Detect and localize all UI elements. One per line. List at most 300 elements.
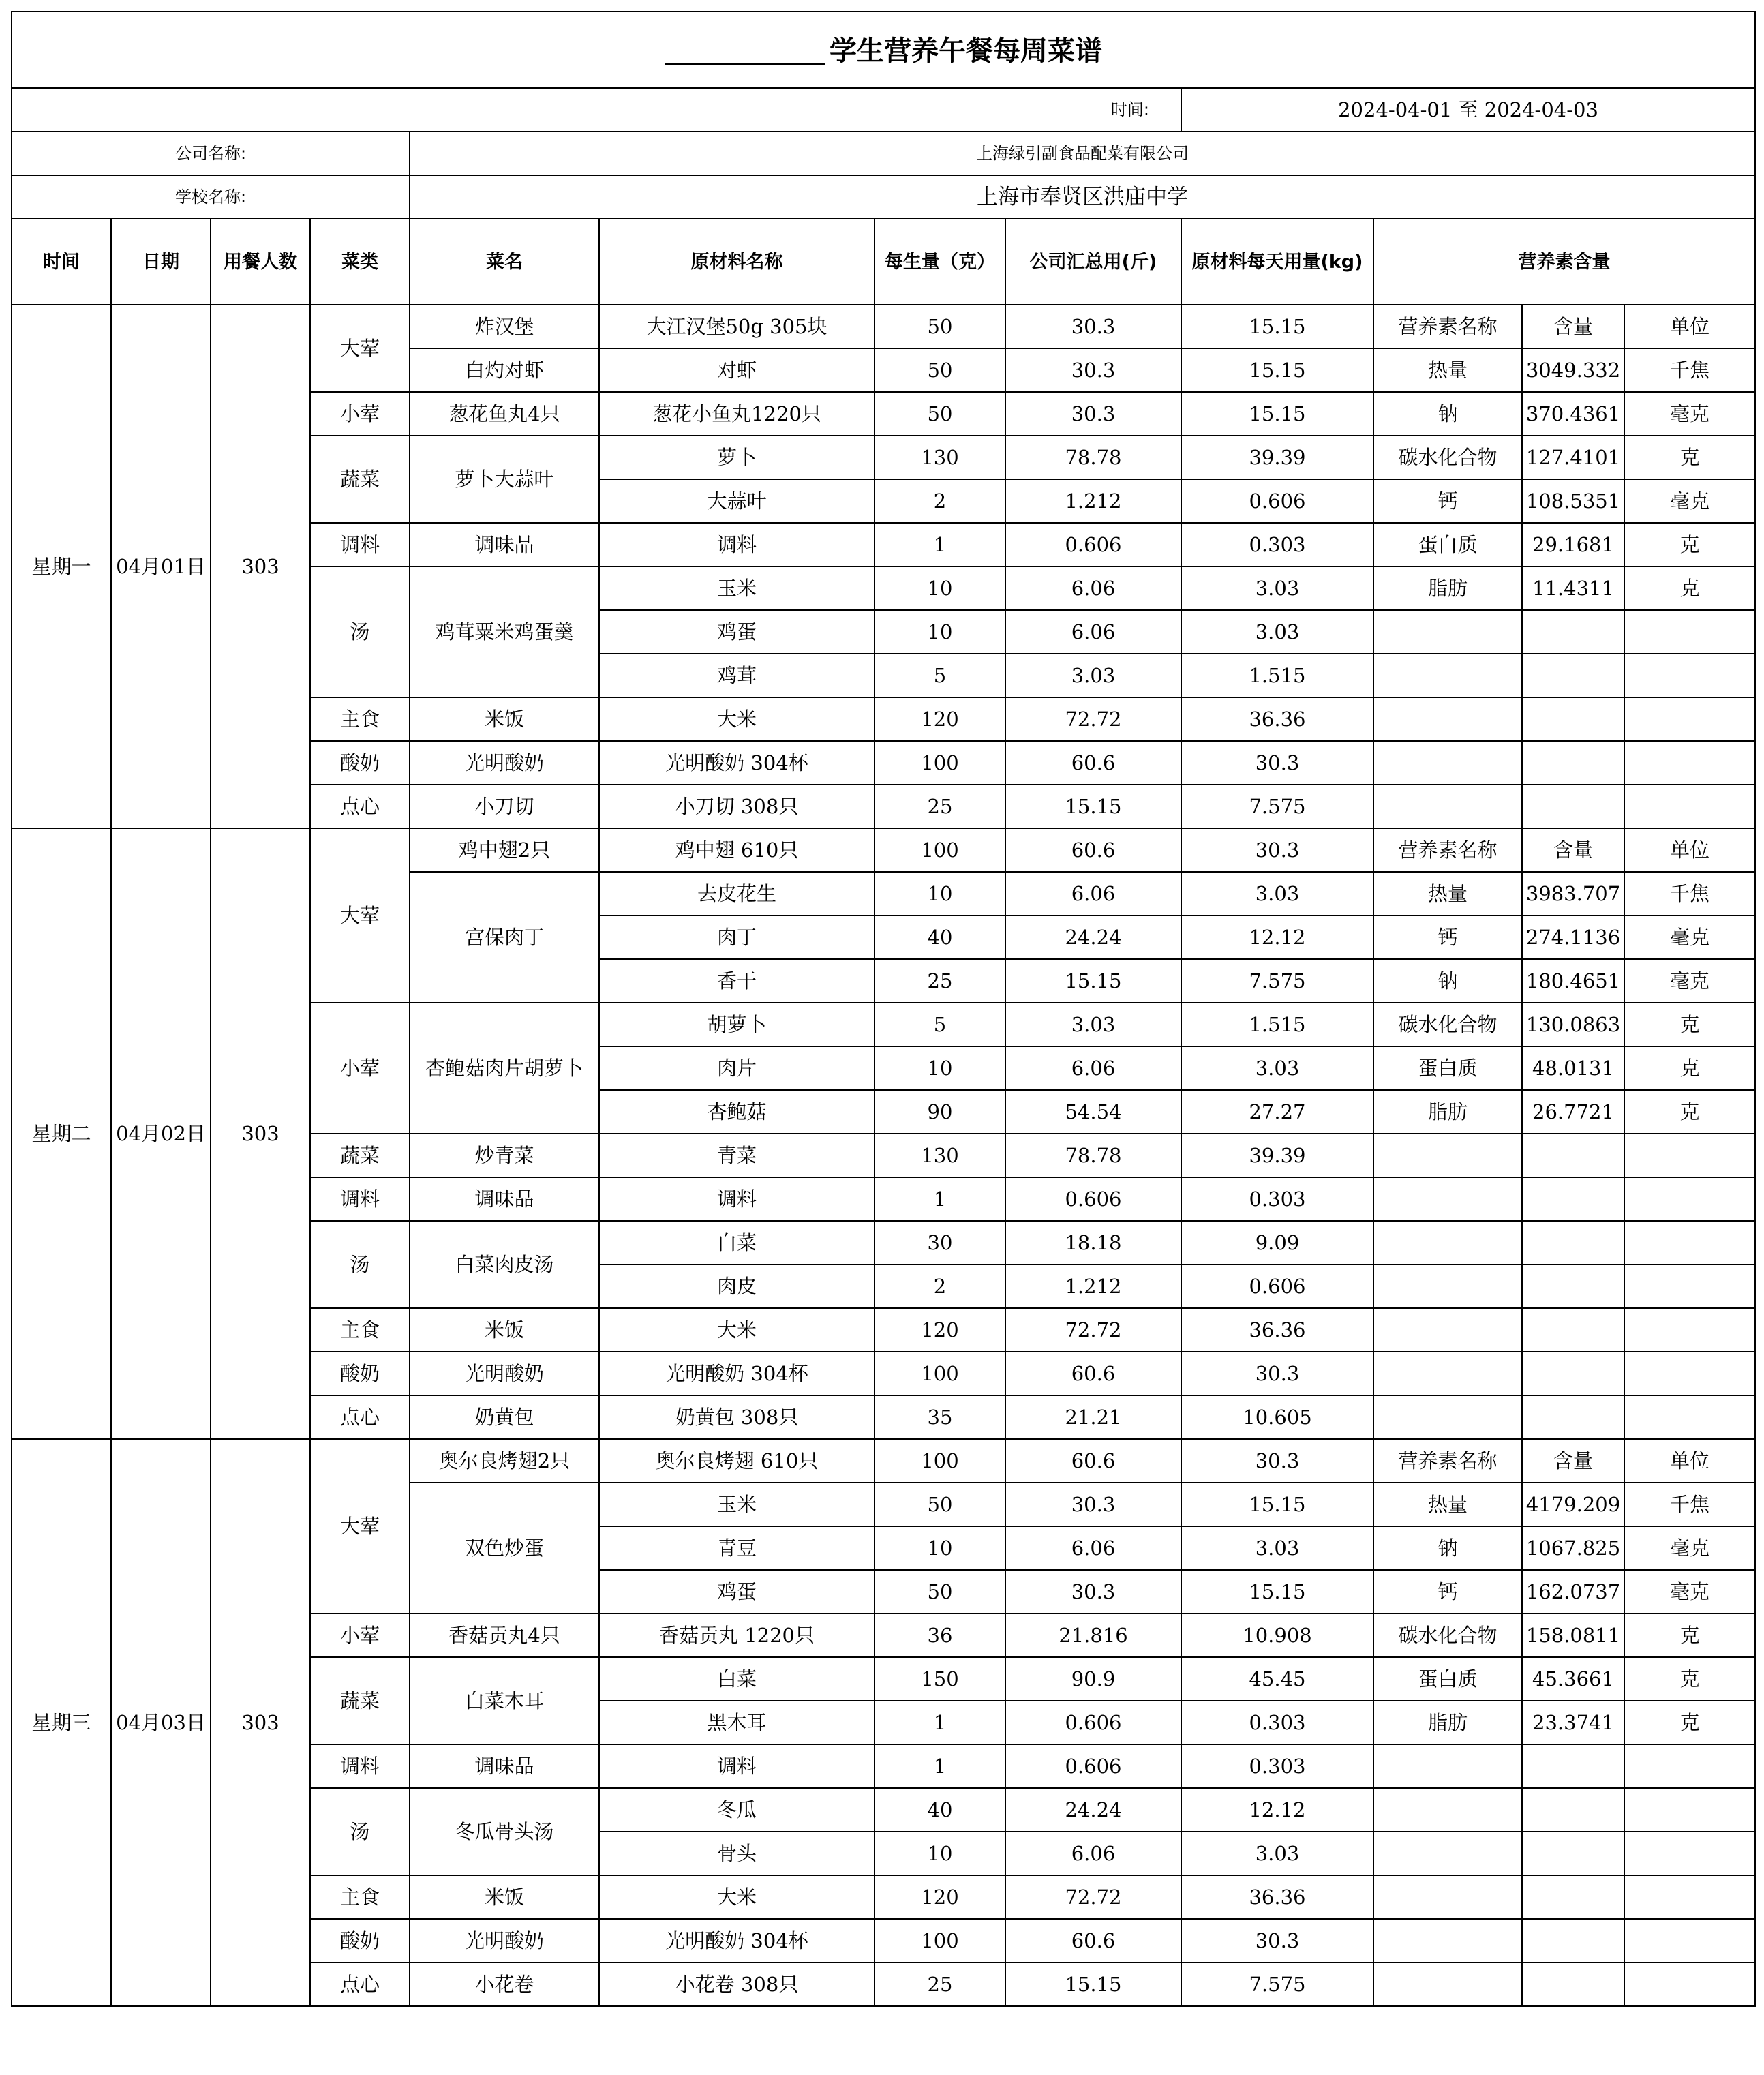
nutrient-name-cell — [1373, 785, 1522, 828]
daily-usage-cell: 27.27 — [1181, 1090, 1373, 1134]
nutrient-amount-cell — [1522, 1177, 1624, 1221]
company-total-cell: 6.06 — [1005, 566, 1181, 610]
daily-usage-cell: 12.12 — [1181, 915, 1373, 959]
company-total-cell: 15.15 — [1005, 785, 1181, 828]
nutrient-name-cell — [1373, 1788, 1522, 1832]
daily-usage-cell: 0.303 — [1181, 1701, 1373, 1744]
per-student-cell: 25 — [875, 959, 1005, 1003]
nutrient-name-cell: 钙 — [1373, 479, 1522, 523]
daily-usage-cell: 0.303 — [1181, 1177, 1373, 1221]
company-total-cell: 6.06 — [1005, 1526, 1181, 1570]
ingredient-cell: 调料 — [599, 1744, 875, 1788]
ingredient-cell: 光明酸奶 304杯 — [599, 1919, 875, 1963]
category-cell: 点心 — [310, 785, 410, 828]
nutrient-unit-cell: 毫克 — [1624, 1526, 1755, 1570]
ingredient-cell: 奥尔良烤翅 610只 — [599, 1439, 875, 1483]
ingredient-cell: 大蒜叶 — [599, 479, 875, 523]
per-student-cell: 50 — [875, 1483, 1005, 1526]
nutrient-amount-cell: 11.4311 — [1522, 566, 1624, 610]
nutrient-unit-cell: 千焦 — [1624, 348, 1755, 392]
daily-usage-cell: 1.515 — [1181, 1003, 1373, 1046]
category-cell: 大荤 — [310, 305, 410, 392]
company-total-cell: 1.212 — [1005, 1264, 1181, 1308]
nutrient-unit-cell — [1624, 1134, 1755, 1177]
diners-cell: 303 — [211, 305, 310, 828]
ingredient-cell: 香菇贡丸 1220只 — [599, 1614, 875, 1657]
nutrient-amount-cell: 48.0131 — [1522, 1046, 1624, 1090]
daily-usage-cell: 3.03 — [1181, 1046, 1373, 1090]
daily-usage-cell: 3.03 — [1181, 1526, 1373, 1570]
nutrient-amount-cell: 含量 — [1522, 1439, 1624, 1483]
nutrient-unit-cell — [1624, 785, 1755, 828]
company-total-cell: 60.6 — [1005, 1352, 1181, 1395]
header-daily-usage: 原材料每天用量(kg) — [1181, 219, 1373, 305]
ingredient-cell: 白菜 — [599, 1657, 875, 1701]
dish-name-cell: 鸡中翅2只 — [410, 828, 599, 872]
nutrient-name-cell — [1373, 1919, 1522, 1963]
nutrient-unit-cell — [1624, 697, 1755, 741]
nutrient-amount-cell — [1522, 1788, 1624, 1832]
nutrient-amount-cell: 370.4361 — [1522, 392, 1624, 436]
nutrient-amount-cell: 4179.209 — [1522, 1483, 1624, 1526]
nutrient-unit-cell — [1624, 1352, 1755, 1395]
nutrient-amount-cell — [1522, 697, 1624, 741]
ingredient-cell: 玉米 — [599, 1483, 875, 1526]
company-total-cell: 6.06 — [1005, 1832, 1181, 1875]
per-student-cell: 100 — [875, 1352, 1005, 1395]
per-student-cell: 120 — [875, 697, 1005, 741]
daily-usage-cell: 30.3 — [1181, 1439, 1373, 1483]
company-total-cell: 15.15 — [1005, 959, 1181, 1003]
category-cell: 汤 — [310, 1221, 410, 1308]
category-cell: 酸奶 — [310, 741, 410, 785]
company-name: 上海绿引副食品配菜有限公司 — [410, 132, 1755, 175]
ingredient-cell: 对虾 — [599, 348, 875, 392]
ingredient-cell: 肉丁 — [599, 915, 875, 959]
per-student-cell: 150 — [875, 1657, 1005, 1701]
nutrient-unit-cell: 克 — [1624, 566, 1755, 610]
ingredient-cell: 小刀切 308只 — [599, 785, 875, 828]
nutrient-amount-cell — [1522, 1832, 1624, 1875]
per-student-cell: 10 — [875, 1832, 1005, 1875]
company-total-cell: 60.6 — [1005, 741, 1181, 785]
nutrient-unit-cell — [1624, 1308, 1755, 1352]
per-student-cell: 1 — [875, 1744, 1005, 1788]
ingredient-cell: 去皮花生 — [599, 872, 875, 915]
per-student-cell: 36 — [875, 1614, 1005, 1657]
nutrient-name-cell — [1373, 697, 1522, 741]
nutrient-name-cell: 钙 — [1373, 1570, 1522, 1614]
nutrient-unit-cell: 单位 — [1624, 1439, 1755, 1483]
nutrient-name-cell: 蛋白质 — [1373, 523, 1522, 566]
nutrient-amount-cell — [1522, 1963, 1624, 2006]
daily-usage-cell: 30.3 — [1181, 741, 1373, 785]
ingredient-cell: 萝卜 — [599, 436, 875, 479]
nutrient-unit-cell — [1624, 741, 1755, 785]
nutrient-name-cell — [1373, 1352, 1522, 1395]
per-student-cell: 100 — [875, 741, 1005, 785]
dish-name-cell: 米饭 — [410, 1308, 599, 1352]
category-cell: 调料 — [310, 523, 410, 566]
ingredient-cell: 调料 — [599, 1177, 875, 1221]
nutrient-name-cell: 脂肪 — [1373, 566, 1522, 610]
per-student-cell: 10 — [875, 872, 1005, 915]
nutrient-name-cell: 热量 — [1373, 348, 1522, 392]
company-total-cell: 30.3 — [1005, 305, 1181, 348]
ingredient-cell: 鸡蛋 — [599, 610, 875, 654]
nutrient-amount-cell: 127.4101 — [1522, 436, 1624, 479]
school-name: 上海市奉贤区洪庙中学 — [410, 175, 1755, 219]
category-cell: 小荤 — [310, 1003, 410, 1134]
date-cell: 04月03日 — [111, 1439, 211, 2006]
dish-name-cell: 调味品 — [410, 1177, 599, 1221]
per-student-cell: 40 — [875, 1788, 1005, 1832]
company-total-cell: 72.72 — [1005, 697, 1181, 741]
nutrient-unit-cell: 克 — [1624, 1614, 1755, 1657]
company-total-cell: 3.03 — [1005, 1003, 1181, 1046]
per-student-cell: 2 — [875, 479, 1005, 523]
company-total-cell: 21.21 — [1005, 1395, 1181, 1439]
company-total-cell: 90.9 — [1005, 1657, 1181, 1701]
daily-usage-cell: 15.15 — [1181, 1483, 1373, 1526]
nutrient-unit-cell: 毫克 — [1624, 1570, 1755, 1614]
daily-usage-cell: 7.575 — [1181, 1963, 1373, 2006]
per-student-cell: 50 — [875, 348, 1005, 392]
daily-usage-cell: 30.3 — [1181, 1352, 1373, 1395]
ingredient-cell: 鸡蛋 — [599, 1570, 875, 1614]
per-student-cell: 50 — [875, 1570, 1005, 1614]
company-total-cell: 60.6 — [1005, 1439, 1181, 1483]
dish-name-cell: 白灼对虾 — [410, 348, 599, 392]
daily-usage-cell: 15.15 — [1181, 305, 1373, 348]
title-cell — [12, 12, 1755, 88]
dish-name-cell: 光明酸奶 — [410, 1919, 599, 1963]
category-cell: 蔬菜 — [310, 1657, 410, 1744]
nutrient-unit-cell — [1624, 1395, 1755, 1439]
category-cell: 点心 — [310, 1395, 410, 1439]
daily-usage-cell: 9.09 — [1181, 1221, 1373, 1264]
dish-name-cell: 杏鲍菇肉片胡萝卜 — [410, 1003, 599, 1134]
company-total-cell: 15.15 — [1005, 1963, 1181, 2006]
nutrient-amount-cell: 29.1681 — [1522, 523, 1624, 566]
nutrient-amount-cell — [1522, 1744, 1624, 1788]
category-cell: 调料 — [310, 1177, 410, 1221]
category-cell: 小荤 — [310, 1614, 410, 1657]
nutrient-unit-cell: 克 — [1624, 1657, 1755, 1701]
ingredient-cell: 胡萝卜 — [599, 1003, 875, 1046]
nutrient-unit-cell: 克 — [1624, 1090, 1755, 1134]
nutrient-amount-cell — [1522, 785, 1624, 828]
nutrient-amount-cell — [1522, 1134, 1624, 1177]
nutrient-amount-cell — [1522, 1264, 1624, 1308]
ingredient-cell: 葱花小鱼丸1220只 — [599, 392, 875, 436]
page-title: 学生营养午餐每周菜谱 — [830, 35, 1103, 67]
nutrient-unit-cell: 毫克 — [1624, 392, 1755, 436]
nutrient-amount-cell: 23.3741 — [1522, 1701, 1624, 1744]
per-student-cell: 10 — [875, 1046, 1005, 1090]
ingredient-cell: 小花卷 308只 — [599, 1963, 875, 2006]
time-label: 时间: — [12, 88, 1181, 132]
ingredient-cell: 香干 — [599, 959, 875, 1003]
dish-name-cell: 双色炒蛋 — [410, 1483, 599, 1614]
category-cell: 小荤 — [310, 392, 410, 436]
per-student-cell: 90 — [875, 1090, 1005, 1134]
company-total-cell: 30.3 — [1005, 348, 1181, 392]
per-student-cell: 25 — [875, 1963, 1005, 2006]
category-cell: 蔬菜 — [310, 436, 410, 523]
ingredient-cell: 杏鲍菇 — [599, 1090, 875, 1134]
per-student-cell: 50 — [875, 392, 1005, 436]
dish-name-cell: 调味品 — [410, 523, 599, 566]
per-student-cell: 25 — [875, 785, 1005, 828]
per-student-cell: 10 — [875, 566, 1005, 610]
dish-name-cell: 白菜肉皮汤 — [410, 1221, 599, 1308]
ingredient-cell: 光明酸奶 304杯 — [599, 1352, 875, 1395]
nutrient-amount-cell: 3049.332 — [1522, 348, 1624, 392]
nutrient-unit-cell — [1624, 1744, 1755, 1788]
daily-usage-cell: 0.606 — [1181, 479, 1373, 523]
company-total-cell: 72.72 — [1005, 1875, 1181, 1919]
date-cell: 04月02日 — [111, 828, 211, 1439]
weekday-cell: 星期一 — [12, 305, 111, 828]
daily-usage-cell: 3.03 — [1181, 610, 1373, 654]
company-total-cell: 21.816 — [1005, 1614, 1181, 1657]
header-company-total: 公司汇总用(斤) — [1005, 219, 1181, 305]
nutrient-unit-cell: 毫克 — [1624, 479, 1755, 523]
nutrient-amount-cell: 含量 — [1522, 305, 1624, 348]
dish-name-cell: 米饭 — [410, 1875, 599, 1919]
nutrient-unit-cell — [1624, 1832, 1755, 1875]
header-time: 时间 — [12, 219, 111, 305]
daily-usage-cell: 30.3 — [1181, 828, 1373, 872]
daily-usage-cell: 36.36 — [1181, 697, 1373, 741]
header-per-student: 每生量（克） — [875, 219, 1005, 305]
ingredient-cell: 冬瓜 — [599, 1788, 875, 1832]
nutrient-name-cell: 热量 — [1373, 1483, 1522, 1526]
ingredient-cell: 肉皮 — [599, 1264, 875, 1308]
nutrient-amount-cell: 45.3661 — [1522, 1657, 1624, 1701]
header-nutrition: 营养素含量 — [1373, 219, 1755, 305]
daily-usage-cell: 0.606 — [1181, 1264, 1373, 1308]
daily-usage-cell: 3.03 — [1181, 566, 1373, 610]
per-student-cell: 100 — [875, 828, 1005, 872]
nutrient-amount-cell: 158.0811 — [1522, 1614, 1624, 1657]
ingredient-cell: 调料 — [599, 523, 875, 566]
nutrient-amount-cell: 1067.825 — [1522, 1526, 1624, 1570]
nutrient-amount-cell: 含量 — [1522, 828, 1624, 872]
nutrient-amount-cell: 274.1136 — [1522, 915, 1624, 959]
nutrient-unit-cell — [1624, 1875, 1755, 1919]
company-total-cell: 24.24 — [1005, 1788, 1181, 1832]
nutrient-name-cell — [1373, 1963, 1522, 2006]
nutrient-name-cell — [1373, 1177, 1522, 1221]
nutrient-amount-cell: 3983.707 — [1522, 872, 1624, 915]
nutrient-unit-cell — [1624, 1919, 1755, 1963]
per-student-cell: 120 — [875, 1875, 1005, 1919]
daily-usage-cell: 0.303 — [1181, 523, 1373, 566]
nutrient-unit-cell: 克 — [1624, 523, 1755, 566]
nutrient-name-cell — [1373, 1875, 1522, 1919]
per-student-cell: 100 — [875, 1439, 1005, 1483]
daily-usage-cell: 10.605 — [1181, 1395, 1373, 1439]
category-cell: 主食 — [310, 1308, 410, 1352]
dish-name-cell: 白菜木耳 — [410, 1657, 599, 1744]
daily-usage-cell: 36.36 — [1181, 1308, 1373, 1352]
nutrient-name-cell: 热量 — [1373, 872, 1522, 915]
company-total-cell: 6.06 — [1005, 1046, 1181, 1090]
nutrient-unit-cell — [1624, 610, 1755, 654]
nutrient-name-cell: 钠 — [1373, 959, 1522, 1003]
dish-name-cell: 奶黄包 — [410, 1395, 599, 1439]
nutrient-unit-cell: 毫克 — [1624, 915, 1755, 959]
category-cell: 主食 — [310, 1875, 410, 1919]
menu-table — [11, 11, 1756, 2007]
ingredient-cell: 白菜 — [599, 1221, 875, 1264]
nutrient-unit-cell: 克 — [1624, 1046, 1755, 1090]
header-dish: 菜名 — [410, 219, 599, 305]
date-cell: 04月01日 — [111, 305, 211, 828]
nutrient-name-cell: 蛋白质 — [1373, 1657, 1522, 1701]
nutrient-name-cell — [1373, 610, 1522, 654]
menu-sheet — [11, 11, 1754, 2007]
nutrient-amount-cell — [1522, 1308, 1624, 1352]
nutrient-unit-cell: 克 — [1624, 1003, 1755, 1046]
nutrient-amount-cell: 108.5351 — [1522, 479, 1624, 523]
menu-table-body — [12, 12, 1755, 2006]
dish-name-cell: 宫保肉丁 — [410, 872, 599, 1003]
ingredient-cell: 青豆 — [599, 1526, 875, 1570]
company-total-cell: 72.72 — [1005, 1308, 1181, 1352]
nutrient-unit-cell — [1624, 1963, 1755, 2006]
header-diners: 用餐人数 — [211, 219, 310, 305]
ingredient-cell: 鸡中翅 610只 — [599, 828, 875, 872]
nutrient-unit-cell: 千焦 — [1624, 872, 1755, 915]
nutrient-name-cell — [1373, 1221, 1522, 1264]
company-total-cell: 6.06 — [1005, 872, 1181, 915]
nutrient-name-cell: 碳水化合物 — [1373, 1614, 1522, 1657]
nutrient-amount-cell — [1522, 1352, 1624, 1395]
company-total-cell: 54.54 — [1005, 1090, 1181, 1134]
nutrient-unit-cell: 单位 — [1624, 305, 1755, 348]
daily-usage-cell: 12.12 — [1181, 1788, 1373, 1832]
dish-name-cell: 炸汉堡 — [410, 305, 599, 348]
ingredient-cell: 光明酸奶 304杯 — [599, 741, 875, 785]
nutrient-name-cell: 钠 — [1373, 1526, 1522, 1570]
nutrient-name-cell — [1373, 1395, 1522, 1439]
dish-name-cell: 萝卜大蒜叶 — [410, 436, 599, 523]
nutrient-name-cell — [1373, 1832, 1522, 1875]
daily-usage-cell: 15.15 — [1181, 348, 1373, 392]
diners-cell: 303 — [211, 828, 310, 1439]
per-student-cell: 100 — [875, 1919, 1005, 1963]
per-student-cell: 1 — [875, 1701, 1005, 1744]
nutrient-unit-cell — [1624, 1788, 1755, 1832]
nutrient-name-cell — [1373, 1744, 1522, 1788]
daily-usage-cell: 3.03 — [1181, 872, 1373, 915]
company-total-cell: 30.3 — [1005, 1570, 1181, 1614]
daily-usage-cell: 7.575 — [1181, 959, 1373, 1003]
per-student-cell: 10 — [875, 1526, 1005, 1570]
category-cell: 调料 — [310, 1744, 410, 1788]
nutrient-amount-cell — [1522, 741, 1624, 785]
date-range: 2024-04-01 至 2024-04-03 — [1181, 88, 1755, 132]
per-student-cell: 120 — [875, 1308, 1005, 1352]
nutrient-unit-cell: 千焦 — [1624, 1483, 1755, 1526]
category-cell: 主食 — [310, 697, 410, 741]
daily-usage-cell: 3.03 — [1181, 1832, 1373, 1875]
company-total-cell: 0.606 — [1005, 1177, 1181, 1221]
category-cell: 大荤 — [310, 1439, 410, 1614]
ingredient-cell: 奶黄包 308只 — [599, 1395, 875, 1439]
nutrient-unit-cell: 单位 — [1624, 828, 1755, 872]
ingredient-cell: 骨头 — [599, 1832, 875, 1875]
nutrient-name-cell — [1373, 1134, 1522, 1177]
per-student-cell: 2 — [875, 1264, 1005, 1308]
ingredient-cell: 大米 — [599, 1875, 875, 1919]
category-cell: 大荤 — [310, 828, 410, 1003]
nutrient-name-cell: 脂肪 — [1373, 1090, 1522, 1134]
daily-usage-cell: 15.15 — [1181, 392, 1373, 436]
nutrient-name-cell: 碳水化合物 — [1373, 1003, 1522, 1046]
ingredient-cell: 大江汉堡50g 305块 — [599, 305, 875, 348]
nutrient-name-cell: 钠 — [1373, 392, 1522, 436]
category-cell: 蔬菜 — [310, 1134, 410, 1177]
table-row — [12, 305, 1755, 348]
per-student-cell: 30 — [875, 1221, 1005, 1264]
category-cell: 点心 — [310, 1963, 410, 2006]
ingredient-cell: 肉片 — [599, 1046, 875, 1090]
daily-usage-cell: 1.515 — [1181, 654, 1373, 697]
nutrient-amount-cell — [1522, 1221, 1624, 1264]
nutrient-amount-cell — [1522, 654, 1624, 697]
per-student-cell: 1 — [875, 523, 1005, 566]
dish-name-cell: 光明酸奶 — [410, 741, 599, 785]
company-total-cell: 78.78 — [1005, 436, 1181, 479]
dish-name-cell: 小刀切 — [410, 785, 599, 828]
nutrient-name-cell: 钙 — [1373, 915, 1522, 959]
ingredient-cell: 黑木耳 — [599, 1701, 875, 1744]
per-student-cell: 40 — [875, 915, 1005, 959]
dish-name-cell: 香菇贡丸4只 — [410, 1614, 599, 1657]
ingredient-cell: 玉米 — [599, 566, 875, 610]
dish-name-cell: 奥尔良烤翅2只 — [410, 1439, 599, 1483]
nutrient-unit-cell — [1624, 1264, 1755, 1308]
company-total-cell: 30.3 — [1005, 392, 1181, 436]
header-ingredient: 原材料名称 — [599, 219, 875, 305]
table-row — [12, 1439, 1755, 1483]
company-total-cell: 18.18 — [1005, 1221, 1181, 1264]
daily-usage-cell: 10.908 — [1181, 1614, 1373, 1657]
per-student-cell: 35 — [875, 1395, 1005, 1439]
per-student-cell: 130 — [875, 1134, 1005, 1177]
nutrient-amount-cell — [1522, 1875, 1624, 1919]
weekday-cell: 星期二 — [12, 828, 111, 1439]
nutrient-name-cell: 脂肪 — [1373, 1701, 1522, 1744]
nutrient-unit-cell — [1624, 1177, 1755, 1221]
company-total-cell: 60.6 — [1005, 828, 1181, 872]
nutrient-amount-cell: 162.0737 — [1522, 1570, 1624, 1614]
company-total-cell: 0.606 — [1005, 1744, 1181, 1788]
company-total-cell: 24.24 — [1005, 915, 1181, 959]
header-category: 菜类 — [310, 219, 410, 305]
diners-cell: 303 — [211, 1439, 310, 2006]
per-student-cell: 1 — [875, 1177, 1005, 1221]
per-student-cell: 10 — [875, 610, 1005, 654]
daily-usage-cell: 36.36 — [1181, 1875, 1373, 1919]
table-row — [12, 828, 1755, 872]
school-label: 学校名称: — [12, 175, 410, 219]
dish-name-cell: 葱花鱼丸4只 — [410, 392, 599, 436]
